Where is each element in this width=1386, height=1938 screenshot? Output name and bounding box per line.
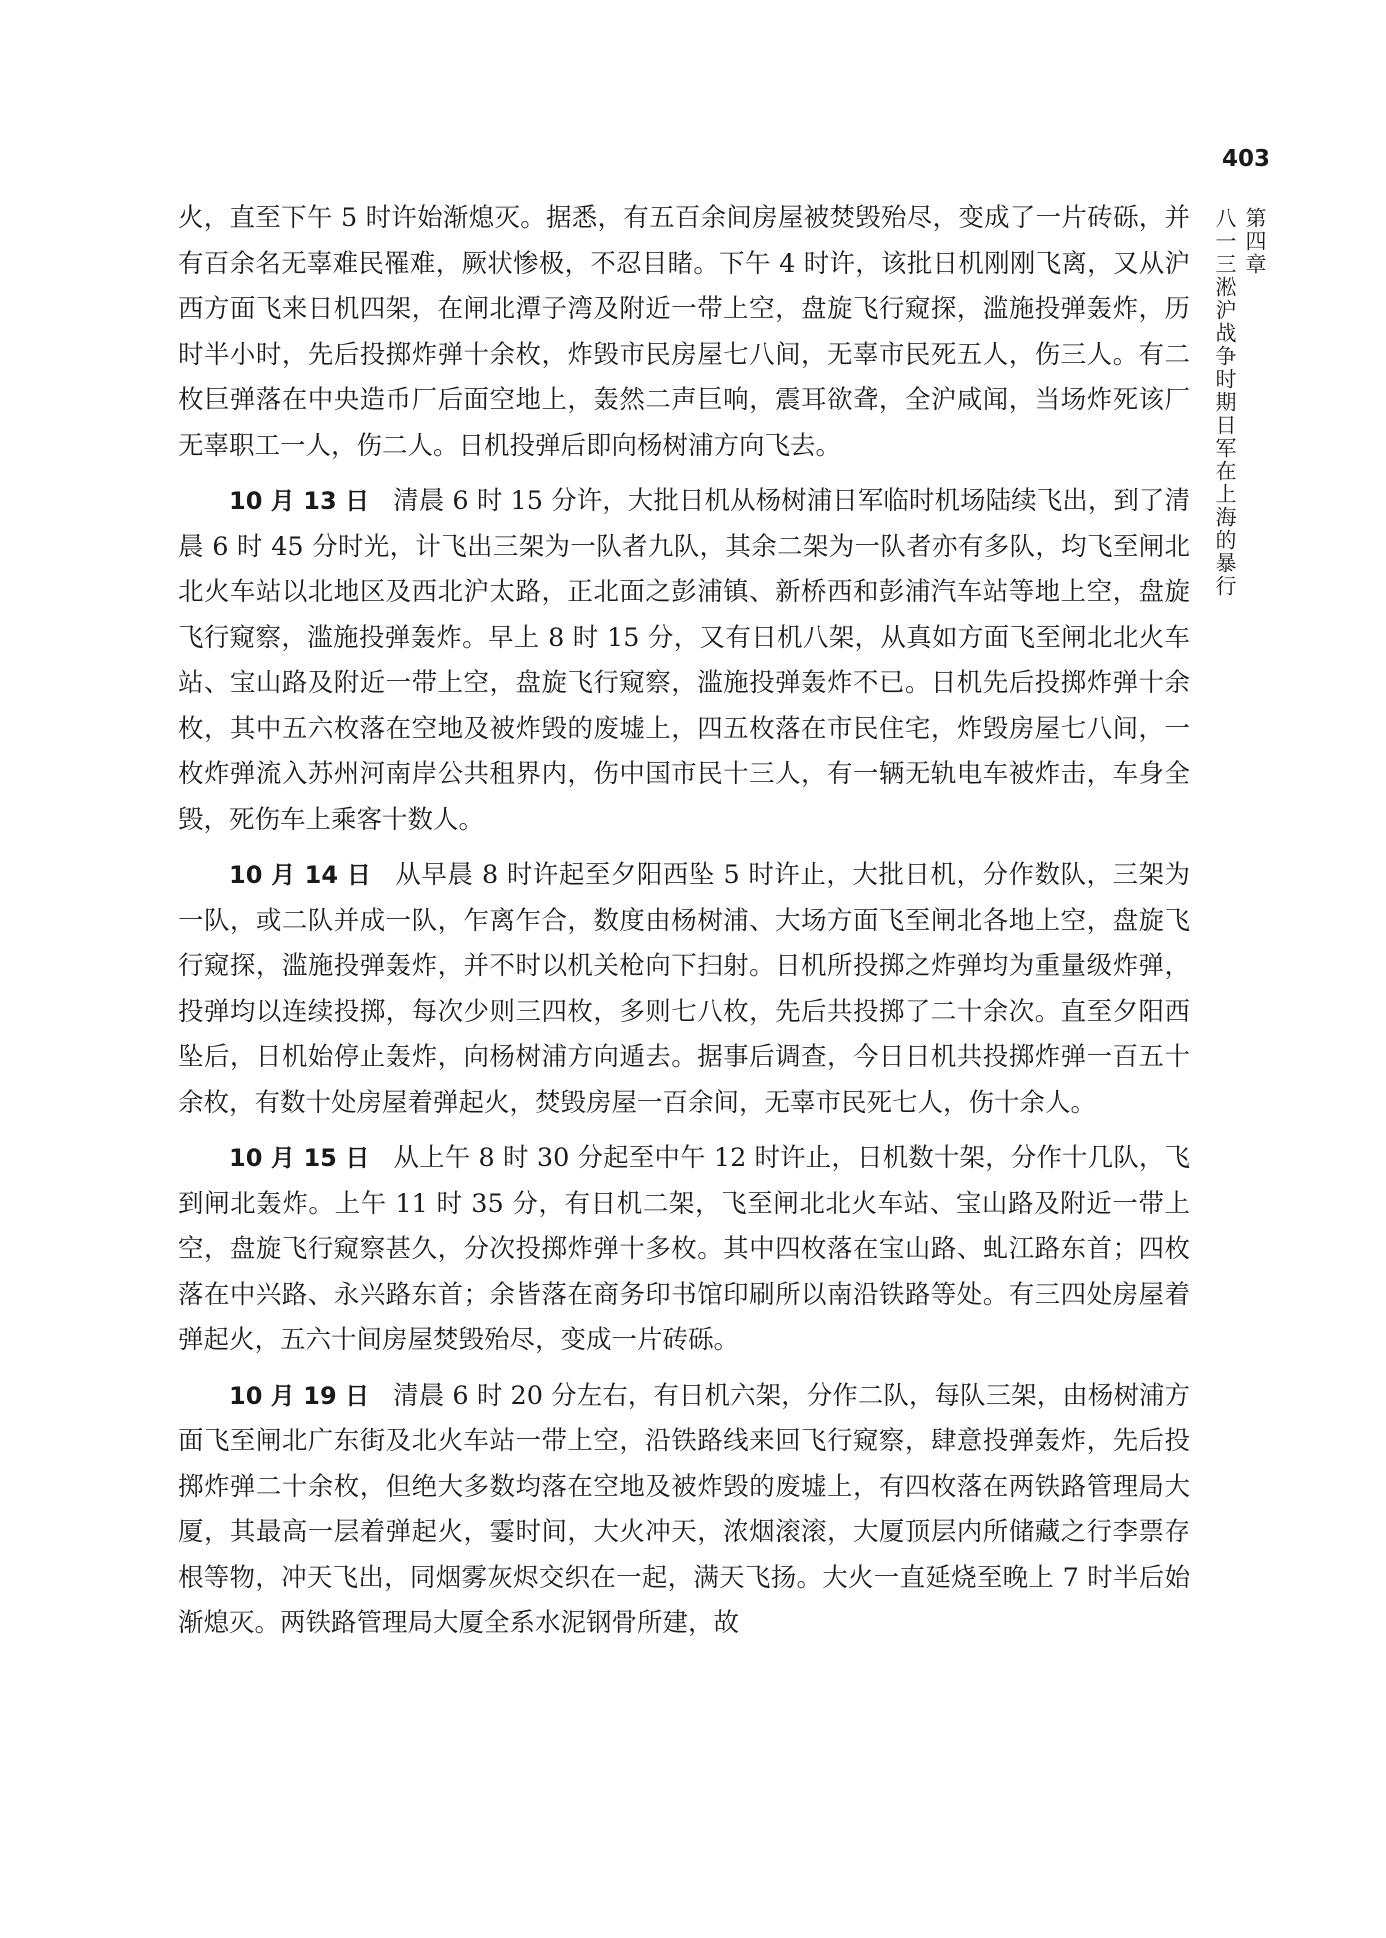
entry-date: 10 月 13 日	[229, 487, 370, 515]
entry-date: 10 月 14 日	[229, 861, 372, 889]
diary-entry	[178, 1136, 1190, 1364]
diary-entry	[178, 1374, 1190, 1647]
body-text	[178, 196, 1190, 1657]
entry-text: 从早晨 8 时许起至夕阳西坠 5 时许止，大批日机，分作数队，三架为一队，或二队并成一队，乍离乍合，数度由杨树浦、大场方面飞至闸北各地上空，盘旋飞行窥探，滥施投弹轰炸，并不时以机关枪向下扫射。日机所投掷之炸弹均为重量级炸弹，投弹均以连续投掷，每次少则三四枚，多则七八枚，先后共投掷了二十余次。直至夕阳西坠后，日机始停止轰炸，向杨树浦方向遁去。据事后调查，今日日机共投掷炸弹一百五十余枚，有数十处房屋着弹起火，焚毁房屋一百余间，无辜市民死七人，伤十余人。	[178, 860, 1190, 1118]
chapter-label: 第四章	[1243, 207, 1267, 276]
diary-entry	[178, 479, 1190, 843]
entry-date: 10 月 19 日	[229, 1381, 370, 1410]
chapter-title: 八一三淞沪战争时期日军在上海的暴行	[1213, 207, 1237, 598]
continuation-paragraph: 火，直至下午 5 时许始渐熄灭。据悉，有五百余间房屋被焚毁殆尽，变成了一片砖砾，并有百余名无辜难民罹难，厥状惨极，不忍目睹。下午 4 时许，该批日机刚刚飞离，又从沪西方面飞来日机四架，在闸北潭子湾及附近一带上空，盘旋飞行窥探，滥施投弹轰炸，历时半小时，先后投掷炸弹十余枚，炸毁市民房屋七八间，无辜市民死五人，伤三人。有二枚巨弹落在中央造币厂后面空地上，轰然二声巨响，震耳欲聋，全沪咸闻，当场炸死该厂无辜职工一人，伤二人。日机投弹后即向杨树浦方向飞去。	[178, 203, 1190, 461]
page-number: 403	[1222, 146, 1271, 172]
running-header	[1213, 207, 1270, 598]
entry-date: 10 月 15 日	[229, 1144, 370, 1172]
entry-text: 清晨 6 时 20 分左右，有日机六架，分作二队，每队三架，由杨树浦方面飞至闸北广东街及北火车站一带上空，沿铁路线来回飞行窥察，肆意投弹轰炸，先后投掷炸弹二十余枚，但绝大多数均落在空地及被炸毁的废墟上，有四枚落在两铁路管理局大厦，其最高一层着弹起火，霎时间，大火冲天，浓烟滚滚，大厦顶层内所储藏之行李票存根等物，冲天飞出，同烟雾灰烬交织在一起，满天飞扬。大火一直延烧至晚上 7 时半后始渐熄灭。两铁路管理局大厦全系水泥钢骨所建，故	[178, 1380, 1190, 1638]
entry-text: 从上午 8 时 30 分起至中午 12 时许止，日机数十架，分作十几队，飞到闸北轰炸。上午 11 时 35 分，有日机二架，飞至闸北北火车站、宝山路及附近一带上空，盘旋飞行窥察甚久，分次投掷炸弹十多枚。其中四枚落在宝山路、虬江路东首；四枚落在中兴路、永兴路东首；余皆落在商务印书馆印刷所以南沿铁路等处。有三四处房屋着弹起火，五六十间房屋焚毁殆尽，变成一片砖砾。	[178, 1143, 1190, 1355]
entry-text: 清晨 6 时 15 分许，大批日机从杨树浦日军临时机场陆续飞出，到了清晨 6 时 45 分时光，计飞出三架为一队者九队，其余二架为一队者亦有多队，均飞至闸北北火车站以北地区及西北沪太路，正北面之彭浦镇、新桥西和彭浦汽车站等地上空，盘旋飞行窥察，滥施投弹轰炸。早上 8 时 15 分，又有日机八架，从真如方面飞至闸北北火车站、宝山路及附近一带上空，盘旋飞行窥察，滥施投弹轰炸不已。日机先后投掷炸弹十余枚，其中五六枚落在空地及被炸毁的废墟上，四五枚落在市民住宅，炸毁房屋七八间，一枚炸弹流入苏州河南岸公共租界内，伤中国市民十三人，有一辆无轨电车被炸击，车身全毁，死伤车上乘客十数人。	[178, 486, 1190, 835]
diary-entry	[178, 853, 1190, 1126]
